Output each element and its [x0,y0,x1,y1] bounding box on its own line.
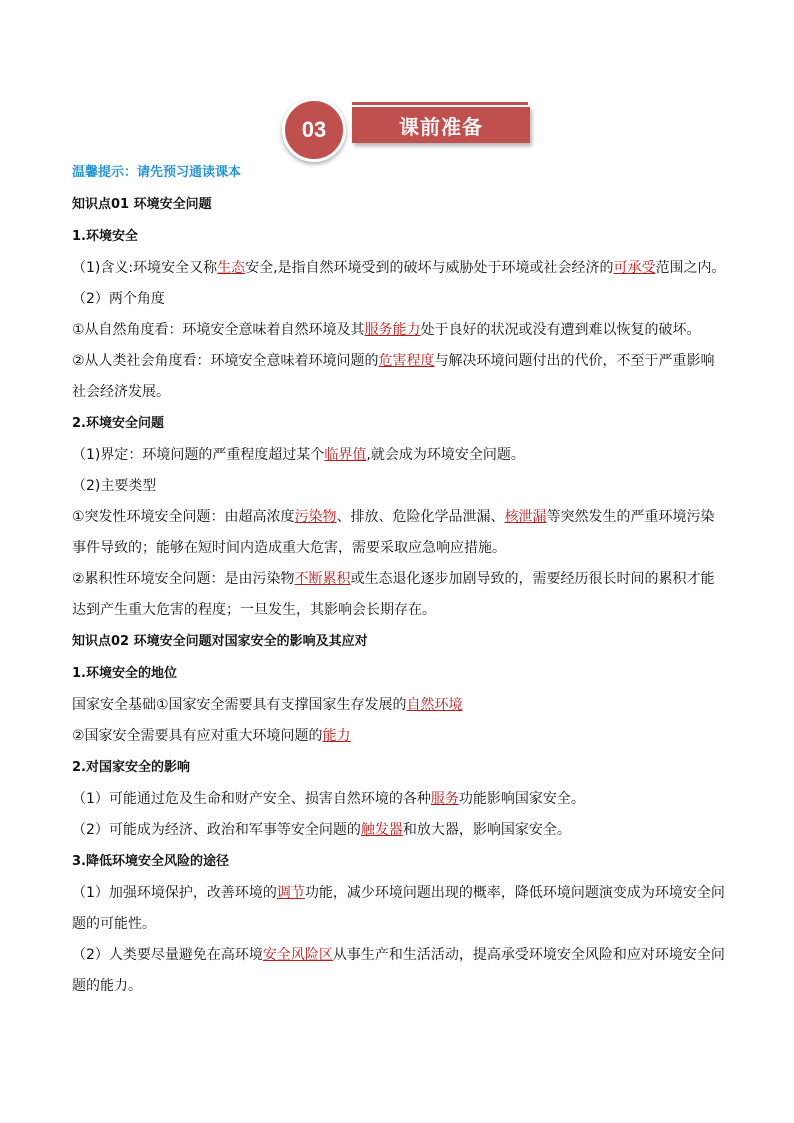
highlight-term: 临界值 [324,447,367,463]
risk-paragraph-1 [72,883,728,903]
document-body [72,163,728,996]
highlight-term: 触发器 [360,822,403,838]
highlight-term: 调节 [276,885,305,901]
text: ①突发性环境安全问题：由超高浓度 [72,509,295,525]
highlight-term: 污染物 [294,509,337,525]
section-status: 1.环境安全的地位 [72,666,177,681]
reading-tip: 温馨提示：请先预习通读课本 [72,165,242,180]
section-number-badge: 03 [282,98,346,162]
section-environment-security-problems: 2.环境安全问题 [72,416,164,431]
text: 等突然发生的严重环境污染 [546,509,715,525]
highlight-term: 服务能力 [364,322,421,338]
social-perspective-continued: 社会经济发展。 [72,384,170,400]
risk-paragraph-1-continued: 题的可能性。 [72,916,156,932]
text: （1)界定：环境问题的严重程度超过某个 [72,447,325,463]
section-risk-reduction: 3.降低环境安全风险的途径 [72,854,229,869]
text: 和放大器，影响国家安全。 [402,822,571,838]
text: （2）人类要尽量避免在高环境 [72,947,263,963]
text: 与解决环境问题付出的代价，不至于严重影响 [434,353,715,369]
text: ②国家安全需要具有应对重大环境问题的 [72,728,323,744]
sudden-type-continued: 事件导致的；能够在短时间内造成重大危害，需要采取应急响应措施。 [72,540,506,556]
highlight-term: 危害程度 [378,353,435,369]
text: （1)含义:环境安全又称 [72,260,218,276]
highlight-term: 安全风险区 [262,947,333,963]
knowledge-point-2-title: 知识点02 环境安全问题对国家安全的影响及其应对 [72,634,368,649]
two-perspectives-heading: （2）两个角度 [72,291,165,307]
text: 或生态退化逐步加剧导致的，需要经历很长时间的累积才能 [350,571,715,587]
text: ①从自然角度看：环境安全意味着自然环境及其 [72,322,365,338]
boundary-paragraph [72,445,728,465]
foundation-paragraph-1 [72,695,728,715]
knowledge-point-1-title: 知识点01 环境安全问题 [72,197,212,212]
highlight-term: 可承受 [613,260,656,276]
text: （2）可能成为经济、政治和军事等安全问题的 [72,822,361,838]
section-impact: 2.对国家安全的影响 [72,760,190,775]
impact-paragraph-1 [72,789,728,809]
section-title-banner: 课前准备 [352,107,530,143]
text: 、排放、危险化学品泄漏、 [336,509,505,525]
section-header [282,98,532,158]
text: ②累积性环境安全问题：是由污染物 [72,571,295,587]
text: 处于良好的状况或没有遭到难以恢复的破坏。 [420,322,701,338]
highlight-term: 生态 [217,260,246,276]
text: 功能，减少环境问题出现的概率，降低环境问题演变成为环境安全问 [304,885,725,901]
cumulative-type-continued: 达到产生重大危害的程度；一旦发生，其影响会长期存在。 [72,602,436,618]
highlight-term: 能力 [322,728,351,744]
highlight-term: 不断累积 [294,571,351,587]
section-environment-security: 1.环境安全 [72,229,138,244]
text: ②从人类社会角度看：环境安全意味着环境问题的 [72,353,379,369]
text: 国家安全基础①国家安全需要具有支撑国家生存发展的 [72,697,407,713]
sudden-type-paragraph [72,507,728,527]
text: ,就会成为环境安全问题。 [366,447,525,463]
social-perspective-paragraph [72,351,728,371]
foundation-paragraph-2 [72,726,728,746]
text: （1）加强环境保护，改善环境的 [72,885,277,901]
highlight-term: 自然环境 [406,697,463,713]
risk-paragraph-2-continued: 题的能力。 [72,978,142,994]
text: 范围之内。 [655,260,726,276]
text: （1）可能通过危及生命和财产安全、损害自然环境的各种 [72,791,431,807]
definition-paragraph [72,258,728,278]
natural-perspective-paragraph [72,320,728,340]
cumulative-type-paragraph [72,569,728,589]
risk-paragraph-2 [72,945,728,965]
main-types-heading: （2)主要类型 [72,478,157,494]
text: 功能影响国家安全。 [458,791,585,807]
impact-paragraph-2 [72,820,728,840]
text: 从事生产和生活活动，提高承受环境安全风险和应对环境安全问 [332,947,725,963]
highlight-term: 服务 [430,791,459,807]
text: 安全,是指自然环境受到的破坏与威胁处于环境或社会经济的 [245,260,614,276]
highlight-term: 核泄漏 [504,509,547,525]
